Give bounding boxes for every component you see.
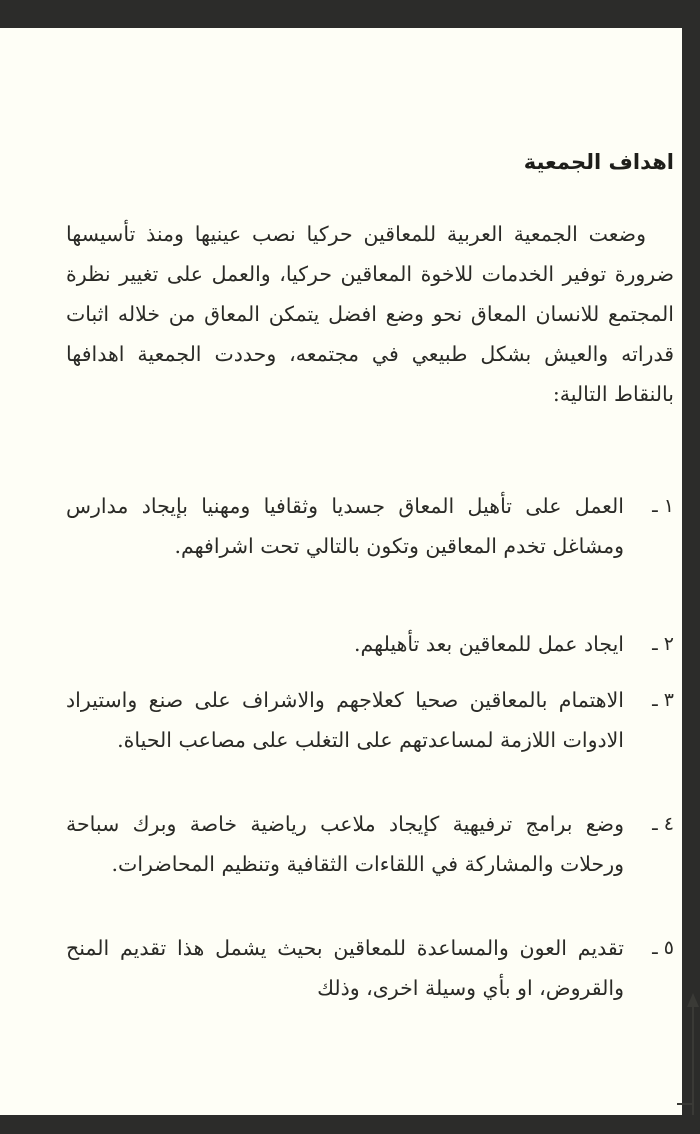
goal-text: وضع برامج ترفيهية كإيجاد ملاعب رياضية خاصة وبرك سباحة ورحلات والمشاركة في اللقاءات الثقافية وتنظيم المحاضرات.: [66, 812, 624, 876]
goal-item-4: [66, 804, 674, 884]
page-turn-arrow-icon: [692, 1003, 694, 1115]
goal-text: العمل على تأهيل المعاق جسديا وثقافيا ومهنيا بإيجاد مدارس ومشاغل تخدم المعاقين وتكون بالتالي تحت اشرافهم.: [66, 494, 624, 558]
goal-item-2: [66, 624, 674, 664]
goal-number: ٣ ـ: [624, 680, 674, 720]
goal-text: ايجاد عمل للمعاقين بعد تأهيلهم.: [354, 632, 624, 656]
document-page: [0, 28, 682, 1115]
goal-number: ٥ ـ: [624, 928, 674, 968]
goal-item-3: [66, 680, 674, 760]
goal-number: ٤ ـ: [624, 804, 674, 844]
goal-item-5: [66, 928, 674, 1008]
intro-paragraph: وضعت الجمعية العربية للمعاقين حركيا نصب عينيها ومنذ تأسيسها ضرورة توفير الخدمات للاخوة المعاقين حركيا، والعمل على تغيير نظرة المجتمع للانسان المعاق نحو وضع افضل يتمكن المعاق من خلاله اثبات قدراته والعيش بشكل طبيعي في مجتمعه، وحددت الجمعية اهدافها بالنقاط التالية:: [66, 222, 674, 406]
goal-text: الاهتمام بالمعاقين صحيا كعلاجهم والاشراف على صنع واستيراد الادوات اللازمة لمساعدتهم على التغلب على مصاعب الحياة.: [66, 688, 624, 752]
section-heading: اهداف الجمعية: [523, 150, 674, 174]
goal-text: تقديم العون والمساعدة للمعاقين بحيث يشمل هذا تقديم المنح والقروض، او بأي وسيلة اخرى، وذلك: [66, 936, 624, 1000]
corner-tick-mark: [677, 1103, 692, 1105]
goal-number: ١ ـ: [624, 486, 674, 526]
goal-number: ٢ ـ: [624, 624, 674, 664]
goal-item-1: [66, 486, 674, 566]
